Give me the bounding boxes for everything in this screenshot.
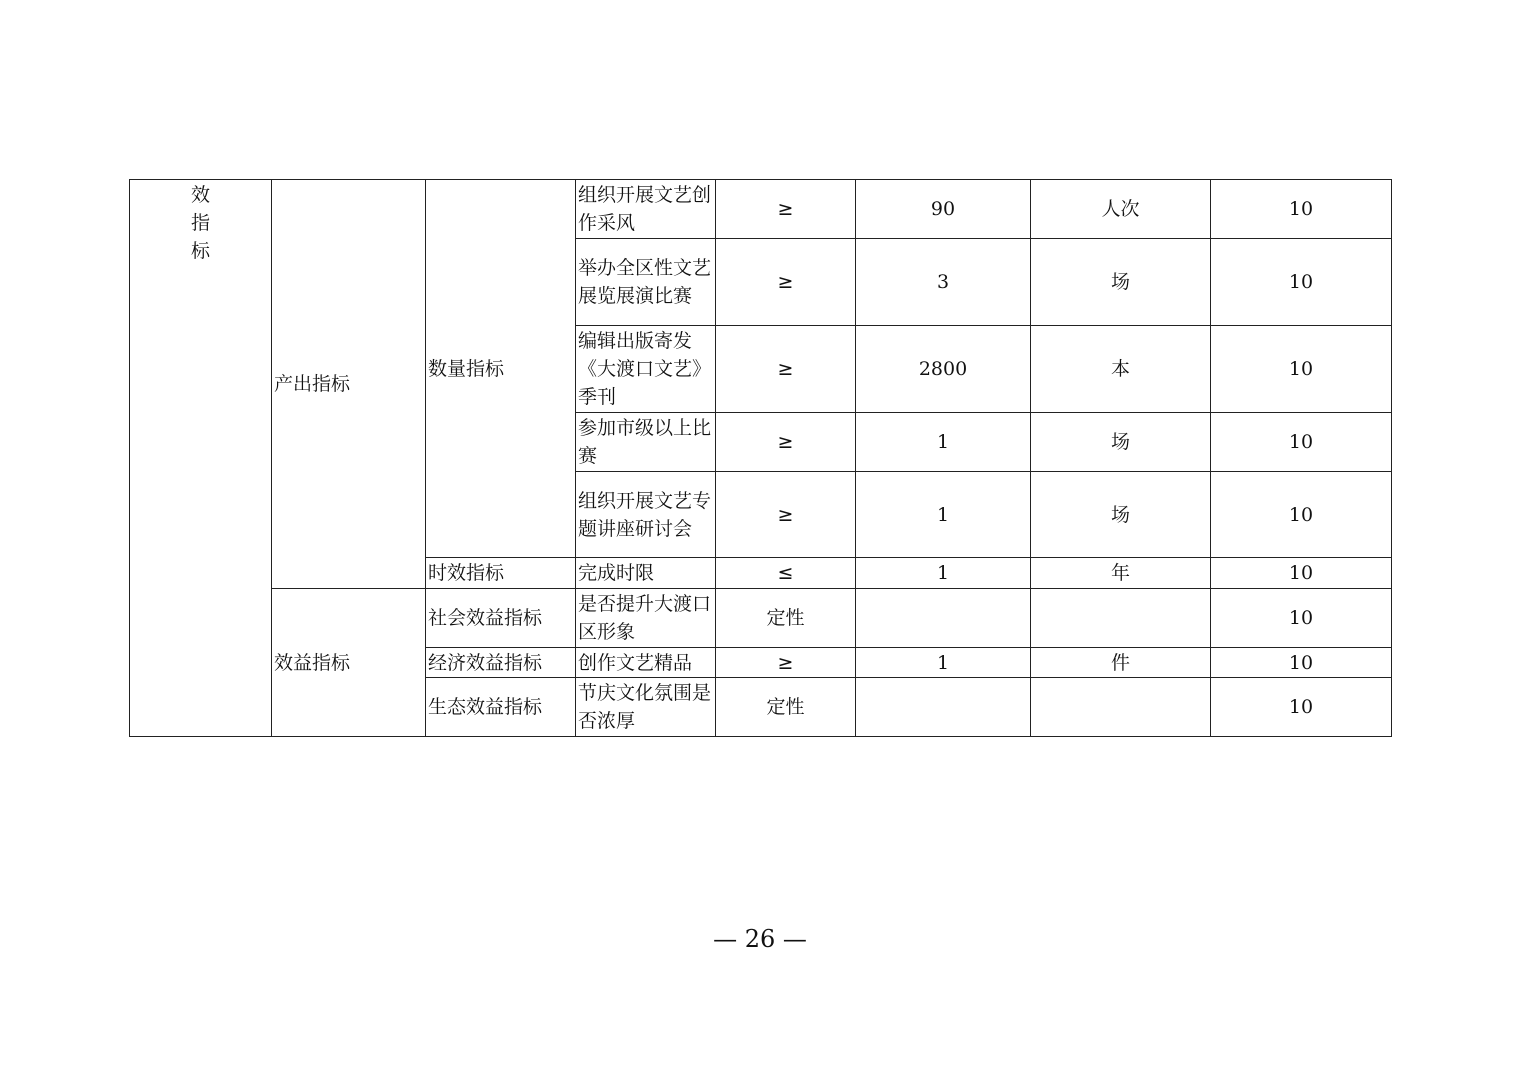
unit: 场 xyxy=(1031,472,1211,558)
indicator-name: 组织开展文艺创作采风 xyxy=(576,180,716,239)
score: 10 xyxy=(1211,648,1392,678)
unit xyxy=(1031,589,1211,648)
indicator-name: 节庆文化氛围是否浓厚 xyxy=(576,678,716,737)
unit: 本 xyxy=(1031,326,1211,413)
unit: 人次 xyxy=(1031,180,1211,239)
target-value: 1 xyxy=(856,558,1031,589)
table-row xyxy=(130,180,1392,239)
target-value: 90 xyxy=(856,180,1031,239)
time-indicator-label: 时效指标 xyxy=(428,562,505,584)
comparison-operator: 定性 xyxy=(716,678,856,737)
comparison-operator: ≥ xyxy=(716,648,856,678)
level1-indicator-cell xyxy=(130,180,272,737)
indicator-name: 完成时限 xyxy=(576,558,716,589)
unit xyxy=(1031,678,1211,737)
score: 10 xyxy=(1211,678,1392,737)
unit: 年 xyxy=(1031,558,1211,589)
target-value xyxy=(856,589,1031,648)
social-benefit-cell xyxy=(426,589,576,648)
score: 10 xyxy=(1211,558,1392,589)
indicator-name: 举办全区性文艺展览展演比赛 xyxy=(576,239,716,326)
comparison-operator: ≤ xyxy=(716,558,856,589)
table-row xyxy=(130,589,1392,648)
benefit-indicator-cell xyxy=(272,589,426,737)
target-value: 1 xyxy=(856,472,1031,558)
level1-label: 效指标 xyxy=(191,184,211,262)
score: 10 xyxy=(1211,472,1392,558)
comparison-operator: ≥ xyxy=(716,413,856,472)
target-value: 1 xyxy=(856,648,1031,678)
score: 10 xyxy=(1211,180,1392,239)
comparison-operator: ≥ xyxy=(716,239,856,326)
output-indicator-label: 产出指标 xyxy=(274,373,351,395)
ecological-benefit-cell xyxy=(426,678,576,737)
score: 10 xyxy=(1211,326,1392,413)
target-value: 1 xyxy=(856,413,1031,472)
indicator-name: 创作文艺精品 xyxy=(576,648,716,678)
time-indicator-cell xyxy=(426,558,576,589)
economic-benefit-cell xyxy=(426,648,576,678)
comparison-operator: ≥ xyxy=(716,472,856,558)
target-value: 2800 xyxy=(856,326,1031,413)
comparison-operator: ≥ xyxy=(716,326,856,413)
performance-indicator-table xyxy=(129,179,1392,737)
quantity-indicator-cell xyxy=(426,180,576,558)
target-value: 3 xyxy=(856,239,1031,326)
economic-benefit-label: 经济效益指标 xyxy=(428,651,543,674)
ecological-benefit-label: 生态效益指标 xyxy=(428,696,543,718)
unit: 件 xyxy=(1031,648,1211,678)
score: 10 xyxy=(1211,413,1392,472)
comparison-operator: ≥ xyxy=(716,180,856,239)
score: 10 xyxy=(1211,589,1392,648)
social-benefit-label: 社会效益指标 xyxy=(428,607,543,629)
output-indicator-cell xyxy=(272,180,426,589)
indicator-name: 编辑出版寄发《大渡口文艺》季刊 xyxy=(576,326,716,413)
target-value xyxy=(856,678,1031,737)
benefit-indicator-label: 效益指标 xyxy=(274,651,351,674)
score: 10 xyxy=(1211,239,1392,326)
page-number: — 26 — xyxy=(713,925,807,953)
indicator-name: 是否提升大渡口区形象 xyxy=(576,589,716,648)
indicator-name: 组织开展文艺专题讲座研讨会 xyxy=(576,472,716,558)
unit: 场 xyxy=(1031,413,1211,472)
quantity-indicator-label: 数量指标 xyxy=(428,357,505,380)
indicator-name: 参加市级以上比赛 xyxy=(576,413,716,472)
comparison-operator: 定性 xyxy=(716,589,856,648)
unit: 场 xyxy=(1031,239,1211,326)
